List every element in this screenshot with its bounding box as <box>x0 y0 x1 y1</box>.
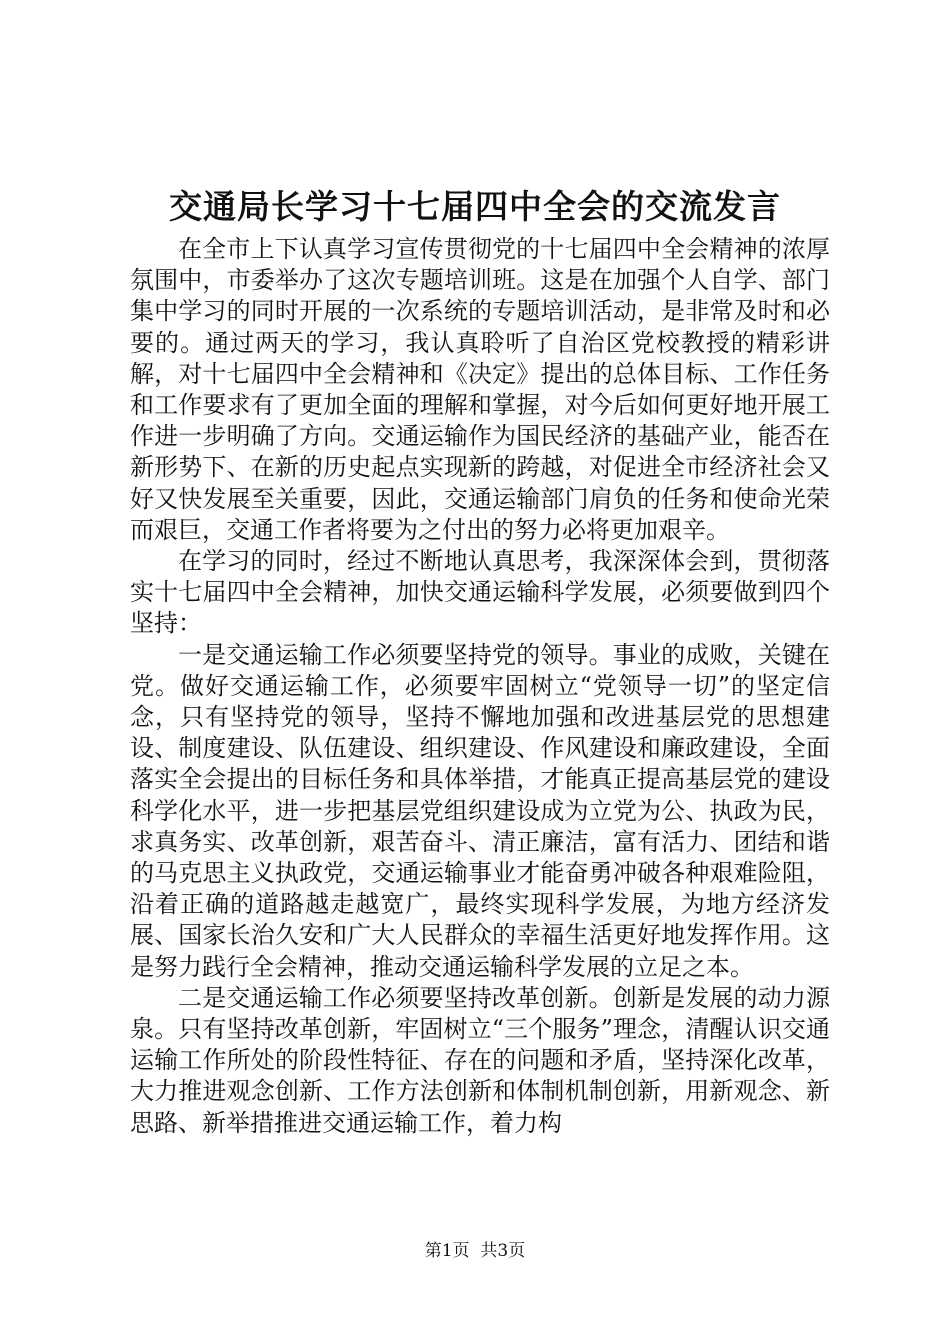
paragraph-3: 一是交通运输工作必须要坚持党的领导。事业的成败，关键在党。做好交通运输工作，必须要牢固树立“党领导一切”的坚定信念，只有坚持党的领导，坚持不懈地加强和改进基层党的思想建设、制度建设、队伍建设、组织建设、作风建设和廉政建设，全面落实全会提出的目标任务和具体举措，才能真正提高基层党的建设科学化水平，进一步把基层党组织建设成为立党为公、执政为民，求真务实、改革创新，艰苦奋斗、清正廉洁，富有活力、团结和谐的马克思主义执政党，交通运输事业才能奋勇冲破各种艰难险阻，沿着正确的道路越走越宽广，最终实现科学发展，为地方经济发展、国家长治久安和广大人民群众的幸福生活更好地发挥作用。这是努力践行全会精神，推动交通运输科学发展的立足之本。 <box>130 640 830 981</box>
page-footer <box>0 1240 950 1262</box>
page-number: 第1页 共3页 <box>424 1241 526 1261</box>
paragraph-1: 在全市上下认真学习宣传贯彻党的十七届四中全会精神的浓厚氛围中，市委举办了这次专题培训班。这是在加强个人自学、部门集中学习的同时开展的一次系统的专题培训活动，是非常及时和必要的。通过两天的学习，我认真聆听了自治区党校教授的精彩讲解，对十七届四中全会精神和《决定》提出的总体目标、工作任务和工作要求有了更加全面的理解和掌握，对今后如何更好地开展工作进一步明确了方向。交通运输作为国民经济的基础产业，能否在新形势下、在新的历史起点实现新的跨越，对促进全市经济社会又好又快发展至关重要，因此，交通运输部门肩负的任务和使命光荣而艰巨，交通工作者将要为之付出的努力必将更加艰辛。 <box>130 235 830 544</box>
document-body <box>130 234 830 1139</box>
paragraph-4: 二是交通运输工作必须要坚持改革创新。创新是发展的动力源泉。只有坚持改革创新，牢固树立“三个服务”理念，清醒认识交通运输工作所处的阶段性特征、存在的问题和矛盾，坚持深化改革，大力推进观念创新、工作方法创新和体制机制创新，用新观念、新思路、新举措推进交通运输工作，着力构 <box>130 983 830 1137</box>
document-title: 交通局长学习十七届四中全会的交流发言 <box>169 187 781 226</box>
paragraph-2: 在学习的同时，经过不断地认真思考，我深深体会到，贯彻落实十七届四中全会精神，加快交通运输科学发展，必须要做到四个坚持： <box>130 547 830 638</box>
